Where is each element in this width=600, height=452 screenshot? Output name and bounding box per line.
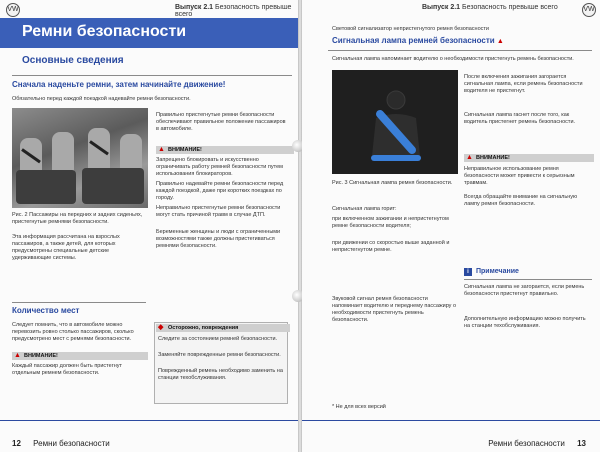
caution-label: Осторожно, повреждения <box>168 325 239 331</box>
front-seat <box>82 168 144 204</box>
warning-triangle-icon: ▲ <box>466 154 473 161</box>
left-footer <box>12 439 110 448</box>
list-lead: Сигнальная лампа горит: <box>332 206 397 212</box>
note-text-2: Дополнительную информацию можно получить на станции техобслуживания. <box>464 316 586 329</box>
left-page-number: 12 <box>12 439 21 448</box>
section-divider <box>12 75 292 76</box>
figure-caption: Рис. 3 Сигнальная лампа ремня безопасности. <box>332 180 453 186</box>
left-footer-title: Ремни безопасности <box>33 439 110 448</box>
caution-text-1: Следите за состоянием ремней безопасности. <box>158 336 278 342</box>
warning-text-1: Неправильное использование ремня безопасности может привести к серьезным травмам. <box>464 166 575 186</box>
intro-text: Обязательно перед каждой поездкой надевайте ремни безопасности. <box>12 96 191 102</box>
top-text: Световой сигнализатор непристегнутого ремня безопасности <box>332 26 489 32</box>
passengers-photo <box>12 108 148 208</box>
right-header-chapter: Выпуск 2.1 <box>422 4 461 11</box>
warning-label: ВНИМАНИЕ! <box>476 155 510 161</box>
warning-text-2: Всегда обращайте внимание на сигнальную лампу ремня безопасности. <box>464 194 578 207</box>
note-info-icon: i <box>464 268 472 276</box>
warning-header <box>156 146 294 154</box>
section-lamp-title <box>332 36 504 45</box>
caution-header <box>156 324 290 332</box>
lamp-warning-icon: ▲ <box>496 38 504 45</box>
warning-text-4: Беременные женщины и люди с ограниченными возможностями также должны пристегиваться ремнями безопасности. <box>156 229 281 249</box>
note-divider <box>464 279 592 280</box>
vw-logo-icon: VW <box>6 3 20 17</box>
caution-text-2: Заменяйте поврежденные ремни безопасности. <box>158 352 281 358</box>
list-item-2: при движении со скоростью выше заданной и непристегнутом ремне. <box>332 240 450 253</box>
warning2-label: ВНИМАНИЕ! <box>24 353 58 359</box>
warning-label: ВНИМАНИЕ! <box>168 147 202 153</box>
title-band <box>0 18 298 48</box>
seatbelt-person-icon <box>332 70 458 174</box>
left-page-header <box>175 4 298 16</box>
caution-icon: ◆ <box>158 324 164 331</box>
footnote: * Не для всех версий <box>332 404 386 410</box>
section-basic-title: Основные сведения <box>22 55 124 66</box>
left-header-title: Безопасность превыше всего <box>175 4 292 18</box>
section-lamp-label: Сигнальная лампа ремней безопасности <box>332 36 495 45</box>
note-text-1: Сигнальная лампа не загорается, если ремень безопасности пристегнут правильно. <box>464 284 585 297</box>
headline: Сначала наденьте ремни, затем начинайте движение! <box>12 80 226 89</box>
warning-triangle-icon: ▲ <box>158 146 165 153</box>
warning-text-2: Правильно надевайте ремни безопасности перед каждой поездкой, даже при коротких поездках по городу. <box>156 181 284 201</box>
rear-seat <box>16 170 76 204</box>
column-text-2: Сигнальная лампа гаснет после того, как водитель пристегнет ремень безопасности. <box>464 112 576 125</box>
warning2-text: Каждый пассажир должен быть пристегнут отдельным ремнем безопасности. <box>12 363 123 376</box>
left-page <box>0 0 298 452</box>
caution-box <box>154 322 288 404</box>
list-item-1: при включенном зажигании и непристегнутом ремне безопасности водителя; <box>332 216 449 229</box>
right-header-title: Безопасность превыше всего <box>462 4 558 11</box>
right-footer <box>488 439 586 448</box>
section-divider <box>328 50 592 51</box>
footer-rule <box>302 420 600 421</box>
body-text: Звуковой сигнал ремня безопасности напоминает водителю и переднему пассажиру о необходимости пристегнуть ремень безопасности. <box>332 296 457 323</box>
vw-logo-icon: VW <box>582 3 596 17</box>
left-header-chapter: Выпуск 2.1 <box>175 4 214 11</box>
warning2-header <box>12 352 148 360</box>
page-title: Ремни безопасности <box>22 23 187 40</box>
warning-header <box>464 154 594 162</box>
passenger-figure <box>52 132 74 174</box>
right-page-number: 13 <box>577 439 586 448</box>
count-text: Следует помнить, что в автомобиле можно перевозить ровно столько пассажиров, сколько предусмотрено мест с ремнями безопасности. <box>12 322 134 342</box>
figure-text: Эта информация рассчитана на взрослых пассажиров, а также детей, для которых предусмотрены специальные детские удерживающие системы. <box>12 234 120 261</box>
warning-text-1: Запрещено блокировать и искусственно ограничивать работу ремней безопасности путем использования блокираторов. <box>156 157 283 177</box>
warning-triangle-icon: ▲ <box>14 352 21 359</box>
section-divider <box>12 302 146 303</box>
warning-text-3: Неправильно пристегнутые ремни безопасности могут стать причиной травм в случае ДТП. <box>156 205 281 218</box>
section-count-title: Количество мест <box>12 306 80 315</box>
column-text-top: Правильно пристегнутые ремни безопасности обеспечивают правильное положение пассажиров в автомобиле. <box>156 112 286 132</box>
note-label: Примечание <box>476 268 519 275</box>
lamp-intro: Сигнальная лампа напоминает водителю о необходимости пристегнуть ремень безопасности. <box>332 56 574 62</box>
right-footer-title: Ремни безопасности <box>488 439 565 448</box>
caution-text-3: Поврежденный ремень необходимо заменить на станции техобслуживания. <box>158 368 283 381</box>
seatbelt-lamp-panel <box>332 70 458 174</box>
column-text-1: После включения зажигания загорается сигнальная лампа, если ремень безопасности водителя не пристегнут. <box>464 74 583 94</box>
right-page <box>302 0 600 452</box>
figure-caption: Рис. 2 Пассажиры на передних и задних сиденьях, пристегнутые ремнями безопасности. <box>12 212 143 225</box>
footer-rule <box>0 420 298 421</box>
right-page-header <box>422 4 558 16</box>
